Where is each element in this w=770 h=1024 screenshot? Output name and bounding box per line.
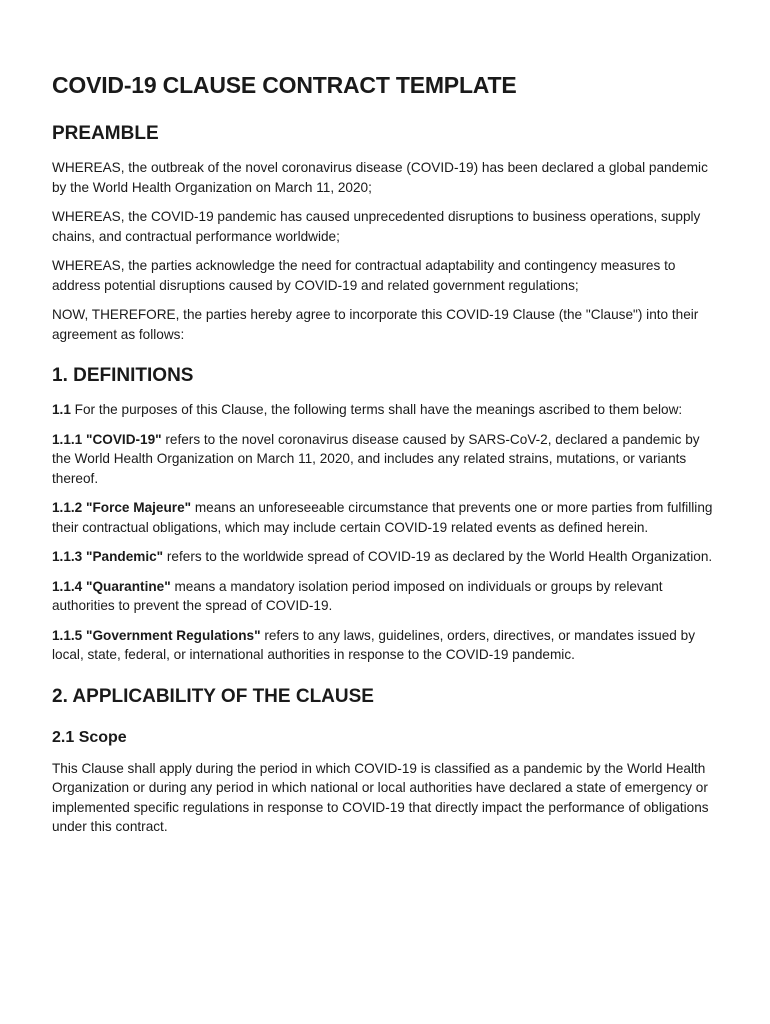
definition-term: 1.1.1 "COVID-19" (52, 431, 162, 447)
definition-item (52, 498, 722, 537)
preamble-paragraph: WHEREAS, the outbreak of the novel coronavirus disease (COVID-19) has been declared a global pandemic by the World Health Organization on March 11, 2020; (52, 160, 708, 195)
definition-term: 1.1.2 "Force Majeure" (52, 500, 192, 515)
definition-text: refers to the worldwide spread of COVID-19 as declared by the World Health Organization. (163, 549, 713, 564)
definition-text: refers to any laws, guidelines, orders, directives, or mandates issued by local, state, federal, or international authorities in response to the COVID-19 pandemic. (52, 627, 695, 662)
definition-item (52, 430, 722, 489)
document-title: COVID-19 CLAUSE CONTRACT TEMPLATE (52, 72, 517, 98)
preamble-section (52, 122, 722, 344)
definition-text: means an unforeseeable circumstance that prevents one or more parties from fulfilling their contractual obligations, which may include certain COVID-19 related events as defined herein. (52, 500, 713, 535)
clause-number: 1.1 (52, 402, 71, 417)
preamble-paragraph: WHEREAS, the COVID-19 pandemic has caused unprecedented disruptions to business operations, supply chains, and contractual performance worldwide; (52, 209, 701, 244)
applicability-heading: 2. APPLICABILITY OF THE CLAUSE (52, 685, 374, 707)
preamble-heading: PREAMBLE (52, 123, 159, 144)
definition-text: means a mandatory isolation period imposed on individuals or groups by relevant authorities to prevent the spread of COVID-19. (52, 578, 663, 613)
preamble-paragraph: WHEREAS, the parties acknowledge the need for contractual adaptability and contingency measures to address potential disruptions caused by COVID-19 and related government regulations; (52, 258, 676, 293)
scope-paragraph: This Clause shall apply during the period in which COVID-19 is classified as a pandemic by the World Health Organization or during any period in which national or local authorities have declared a state of emergency or implemented specific regulations in response to COVID-19 that directly impact the performance of obligations under this contract. (52, 760, 709, 834)
definition-term: 1.1.4 "Quarantine" (52, 578, 171, 594)
definition-term: 1.1.5 "Government Regulations" (52, 627, 261, 643)
scope-heading: 2.1 Scope (52, 728, 127, 746)
definition-term: 1.1.3 "Pandemic" (52, 549, 164, 564)
definitions-heading: 1. DEFINITIONS (52, 365, 194, 386)
definition-item (52, 577, 722, 616)
definition-item (52, 626, 722, 665)
applicability-section (52, 685, 722, 837)
definitions-intro (52, 400, 722, 420)
definitions-section (52, 364, 722, 665)
clause-text: For the purposes of this Clause, the following terms shall have the meanings ascribed to them below: (70, 402, 683, 417)
definition-item (52, 547, 722, 567)
definition-text: refers to the novel coronavirus disease caused by SARS-CoV-2, declared a pandemic by the World Health Organization on March 11, 2020, and includes any related strains, mutations, or variants thereof. (52, 431, 700, 486)
preamble-paragraph: NOW, THEREFORE, the parties hereby agree to incorporate this COVID-19 Clause (the "Clause") into their agreement as follows: (52, 307, 699, 342)
